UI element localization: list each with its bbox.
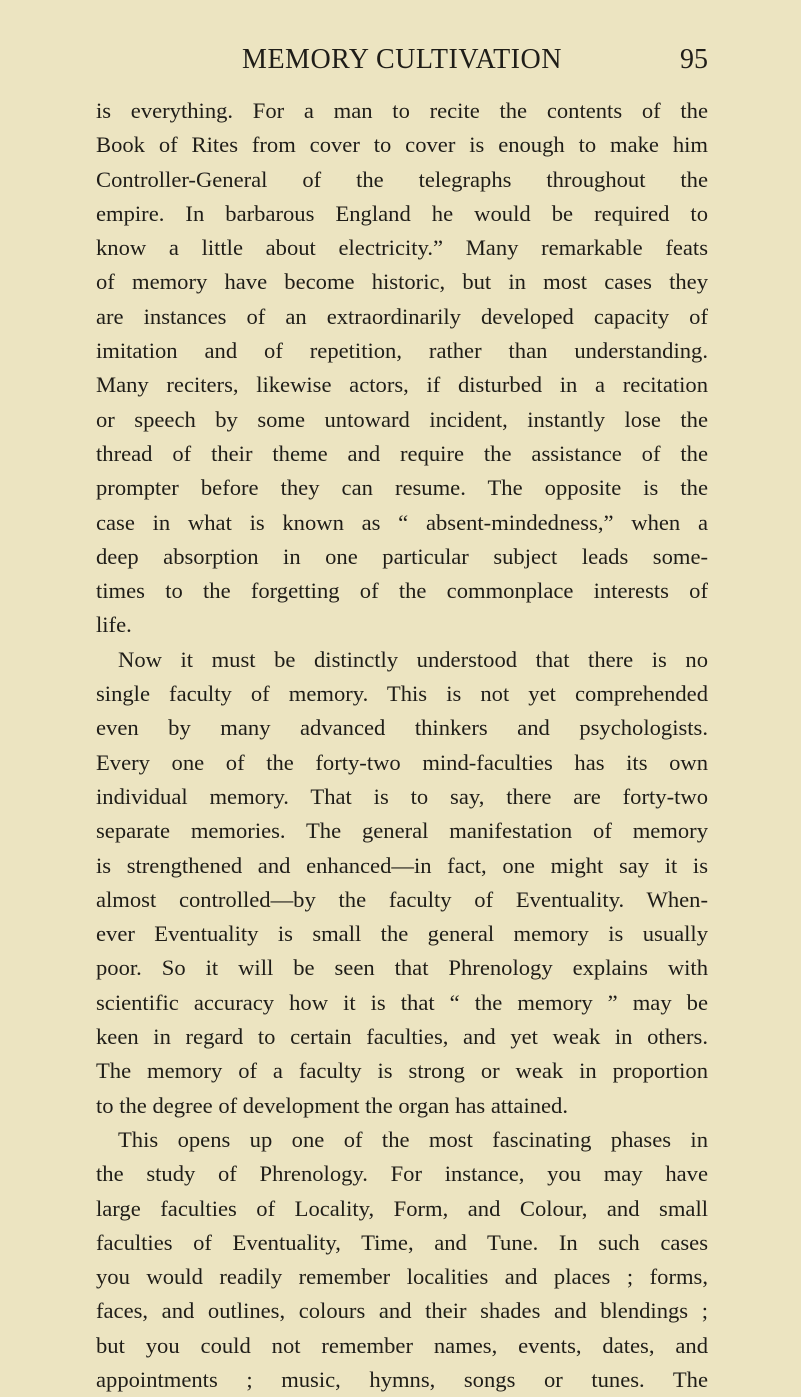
text-line: is everything. For a man to recite the contents of the [96,98,708,123]
text-line: case in what is known as “ absent-mindedness,” when a [96,509,708,535]
text-line: is strengthened and enhanced—in fact, one might say it is [96,852,708,878]
text-line: you would readily remember localities and places ; forms, [96,1264,708,1290]
text-line: faculties of Eventuality, Time, and Tune. In such cases [96,1229,708,1255]
text-line: are instances of an extraordinarily developed capacity of [96,303,708,329]
text-line: even by many advanced thinkers and psychologists. [96,715,708,741]
text-line: or speech by some untoward incident, instantly lose the [96,406,708,432]
body-text [96,94,708,1397]
text-line: Every one of the forty-two mind-faculties has its own [96,749,708,775]
text-line: individual memory. That is to say, there are forty-two [96,783,708,809]
text-line: Book of Rites from cover to cover is enough to make him [96,132,708,158]
text-line: Controller-General of the telegraphs throughout the [96,166,708,192]
text-line: but you could not remember names, events, dates, and [96,1332,708,1358]
text-line: life. [96,612,132,638]
text-line: times to the forgetting of the commonplace interests of [96,578,708,604]
text-line: know a little about electricity.” Many remarkable feats [96,235,708,261]
text-line: to the degree of development the organ has attained. [96,1092,568,1118]
text-line: prompter before they can resume. The opposite is the [96,475,708,501]
text-line: imitation and of repetition, rather than understanding. [96,338,708,364]
text-line: deep absorption in one particular subject leads some- [96,543,708,569]
text-line: Many reciters, likewise actors, if disturbed in a recitation [96,372,708,398]
page-number: 95 [680,44,708,75]
text-line: large faculties of Locality, Form, and Colour, and small [96,1195,708,1221]
text-line: of memory have become historic, but in most cases they [96,269,708,295]
text-line: the study of Phrenology. For instance, you may have [96,1161,708,1187]
text-line: separate memories. The general manifestation of memory [96,818,708,844]
text-line: almost controlled—by the faculty of Eventuality. When- [96,886,708,912]
text-line: faces, and outlines, colours and their shades and blendings ; [96,1298,708,1324]
text-line: scientific accuracy how it is that “ the memory ” may be [96,989,708,1015]
running-title: MEMORY CULTIVATION [242,44,562,75]
text-line: Now it must be distinctly understood that there is no [118,646,708,672]
text-line: poor. So it will be seen that Phrenology explains with [96,955,708,981]
text-line: This opens up one of the most fascinating phases in [118,1126,708,1152]
text-line: keen in regard to certain faculties, and yet weak in others. [96,1024,708,1050]
text-line: The memory of a faculty is strong or weak in proportion [96,1058,708,1084]
text-line: ever Eventuality is small the general memory is usually [96,921,708,947]
text-line: single faculty of memory. This is not yet comprehended [96,681,708,707]
text-line: thread of their theme and require the assistance of the [96,440,708,466]
text-line: empire. In barbarous England he would be required to [96,200,708,226]
text-line: appointments ; music, hymns, songs or tunes. The [96,1366,708,1392]
running-head [96,44,708,84]
